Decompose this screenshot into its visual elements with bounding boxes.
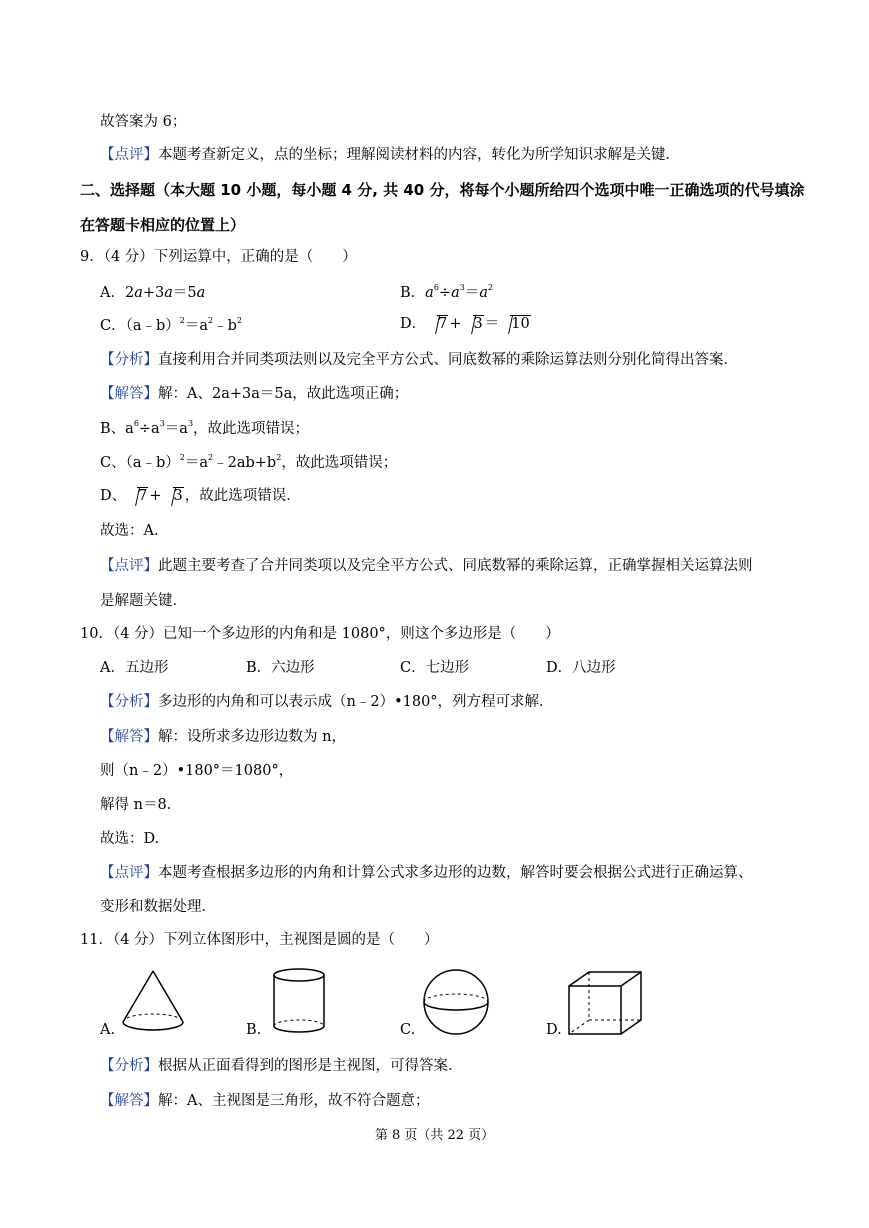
section-heading: 二、选择题（本大题 10 小题，每小题 4 分, 共 40 分，将每个小题所给四个选项中唯一正确选项的代号填涂 xyxy=(80,181,805,199)
q10-analysis xyxy=(100,692,554,712)
q9-comment xyxy=(100,556,753,576)
q10-option-a: A．五边形 xyxy=(100,660,169,676)
q10-comment-cont: 变形和数据处理． xyxy=(100,899,216,915)
q9-choice: 故选：A. xyxy=(100,523,159,539)
q9-solution-c: C、$(a﹣b)^2=a^2﹣2ab+b^2$，故此选项错误； xyxy=(100,453,398,471)
comment-tag: 【点评】 xyxy=(100,865,158,881)
question-11: 11．（4 分）下列立体图形中，主视图是圆的是（ ） xyxy=(80,932,439,948)
q9-comment-cont: 是解题关键． xyxy=(100,593,187,609)
page-footer: 第 8 页（共 22 页） xyxy=(374,1128,495,1143)
analysis-tag: 【分析】 xyxy=(100,1058,158,1074)
solution-text: 解：A、主视图是三角形，故不符合题意； xyxy=(158,1093,430,1109)
q9-solution xyxy=(100,384,408,404)
q9-solution-b: B、$a^6\div a^3=a^3$，故此选项错误； xyxy=(100,419,310,437)
question-10: 10．（4 分）已知一个多边形的内角和是 1080°，则这个多边形是（ ） xyxy=(80,626,560,642)
analysis-text: 直接利用合并同类项法则以及完全平方公式、同底数幂的乘除运算法则分别化简得出答案． xyxy=(158,352,738,368)
answer-line: 故答案为 6； xyxy=(100,114,187,130)
q9-option-c: C．$(a﹣b)^2=a^2﹣b^2$ xyxy=(100,316,243,334)
comment-text: 本题考查根据多边形的内角和计算公式求多边形的边数，解答时要会根据公式进行正确运算、 xyxy=(158,865,753,881)
q9-option-a: A．2a+3a＝5a xyxy=(100,285,206,301)
q10-solution-2: 则（n﹣2）•180°＝1080°， xyxy=(100,763,294,779)
q11-option-a: A. xyxy=(100,1022,116,1038)
q9-option-b: B．$a^6\div a^3=a^2$ xyxy=(400,283,494,301)
q11-option-c: C. xyxy=(400,1022,416,1038)
comment-line xyxy=(100,145,680,165)
solution-tag: 【解答】 xyxy=(100,1093,158,1109)
q9-analysis xyxy=(100,350,738,370)
cube-figure xyxy=(565,968,645,1038)
question-9: 9．（4 分）下列运算中，正确的是（ ） xyxy=(80,249,357,265)
solution-tag: 【解答】 xyxy=(100,386,158,402)
solution-text: 解：设所求多边形边数为 n， xyxy=(158,729,346,745)
solution-tag: 【解答】 xyxy=(100,729,158,745)
cone-figure xyxy=(118,968,188,1034)
q10-comment xyxy=(100,863,753,883)
q11-option-b: B. xyxy=(246,1022,262,1038)
comment-tag: 【点评】 xyxy=(100,558,158,574)
analysis-text: 多边形的内角和可以表示成（n﹣2）•180°，列方程可求解． xyxy=(158,694,554,710)
q9-option-d: D． 7 + 3 ＝ 10 xyxy=(400,316,530,332)
cylinder-figure xyxy=(268,966,330,1036)
q11-solution xyxy=(100,1091,429,1111)
q10-solution-3: 解得 n＝8． xyxy=(100,797,182,813)
q11-analysis xyxy=(100,1056,463,1076)
comment-tag: 【点评】 xyxy=(100,147,158,163)
q11-option-d: D. xyxy=(546,1022,562,1038)
q10-option-d: D．八边形 xyxy=(546,660,616,676)
analysis-tag: 【分析】 xyxy=(100,352,158,368)
q10-choice: 故选：D. xyxy=(100,831,160,847)
comment-text: 本题考查新定义，点的坐标；理解阅读材料的内容，转化为所学知识求解是关键． xyxy=(158,147,680,163)
sphere-figure xyxy=(420,966,492,1038)
comment-text: 此题主要考查了合并同类项以及完全平方公式、同底数幂的乘除运算，正确掌握相关运算法则 xyxy=(158,558,753,574)
q10-option-c: C．七边形 xyxy=(400,660,470,676)
q10-option-b: B．六边形 xyxy=(246,660,315,676)
analysis-text: 根据从正面看得到的图形是主视图，可得答案． xyxy=(158,1058,463,1074)
q10-solution xyxy=(100,727,346,747)
solution-text: 解：A、2a+3a＝5a，故此选项正确； xyxy=(158,386,409,402)
q9-solution-d: D、 7 + 3 ，故此选项错误． xyxy=(100,488,301,504)
analysis-tag: 【分析】 xyxy=(100,694,158,710)
section-heading-cont: 在答题卡相应的位置上） xyxy=(80,216,246,234)
